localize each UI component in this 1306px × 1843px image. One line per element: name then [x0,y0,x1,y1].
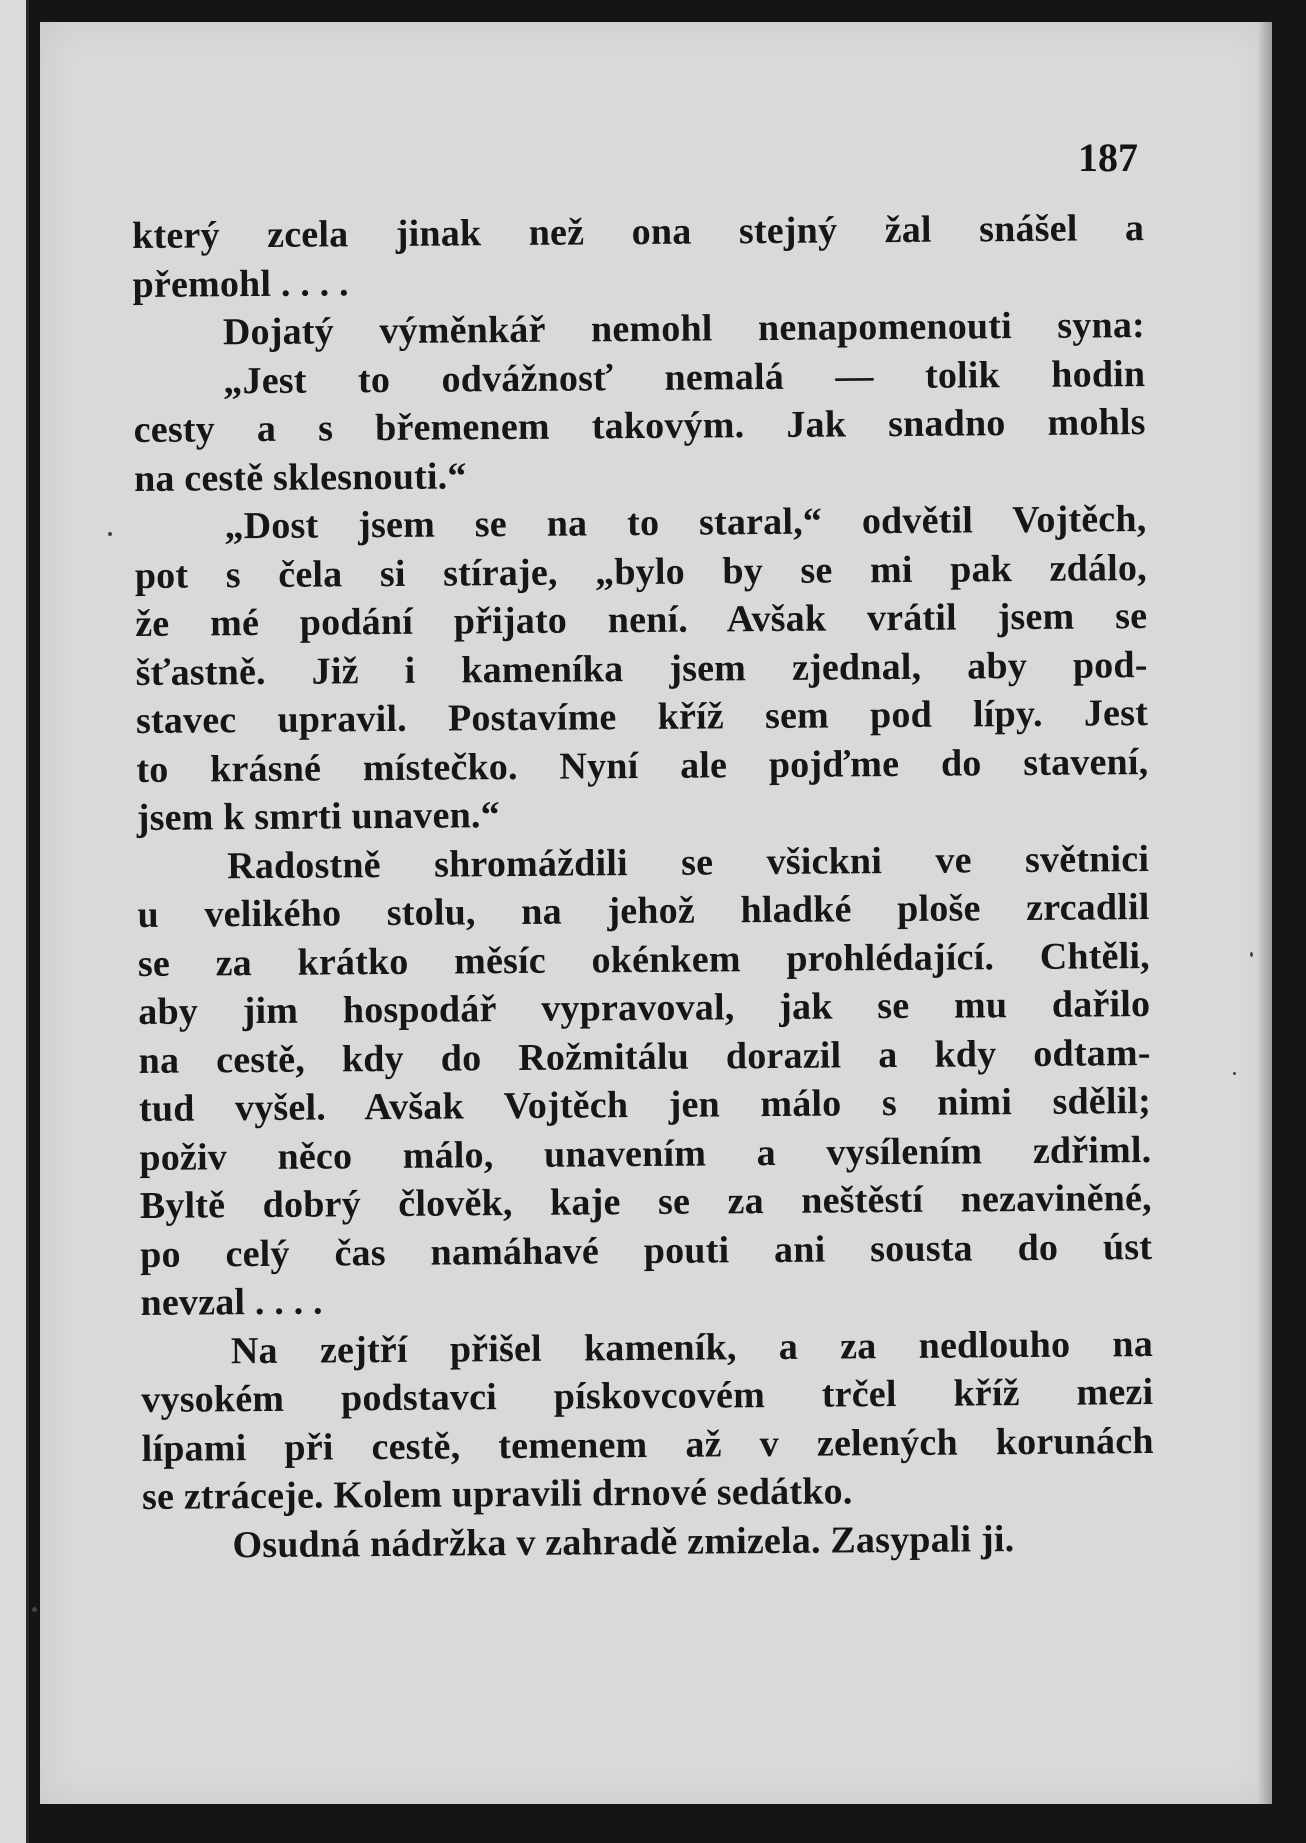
text-line: přemohl . . . . [132,261,349,306]
text-line: to krásné místečko. Nyní ale pojďme do stavení, [136,740,1149,791]
text-line: na cestě sklesnouti.“ [133,454,467,500]
text-line: Dojatý výměnkář nemohl nenapomenouti syna: [222,304,1146,354]
text-line: stavec upravil. Postavíme kříž sem pod lípy. Jest [135,692,1149,742]
print-speck [108,532,112,536]
text-line: Radostně shromáždili se všickni ve světnici [226,837,1150,887]
text-line: šťastně. Již i kameníka jsem zjednal, aby pod- [135,643,1148,694]
text-line: „Dost jsem se na to staral,“ odvětil Vojtěch, [224,498,1147,548]
page-edge-shadow [1258,22,1272,1804]
text-line: Byltě dobrý člověk, kaje se za neštěstí nezaviněné, [139,1177,1152,1227]
text-line: se ztráceje. Kolem upravili drnové sedátko. [141,1470,853,1518]
previous-page-edge [0,0,29,1843]
text-line: tud vyšel. Avšak Vojtěch jen málo s nimi sdělil; [138,1080,1152,1130]
print-speck [1250,952,1253,957]
text-line: že mé podání přijato není. Avšak vrátil jsem se [135,595,1148,645]
body-text [132,204,1155,1570]
print-speck [1233,1072,1236,1075]
text-line: aby jim hospodář vypravoval, jak se mu dařilo [138,983,1151,1033]
page-number: 187 [1078,135,1138,180]
text-line: na cestě, kdy do Rožmitálu dorazil a kdy odtam- [138,1031,1151,1082]
text-line: pot s čela si stíraje, „bylo by se mi pak zdálo, [134,546,1147,597]
text-line: cesty a s břemenem takovým. Jak snadno mohls [133,401,1146,451]
text-line: lípami při cestě, temenem až v zelených korunách [141,1419,1154,1470]
text-line: u velikého stolu, na jehož hladké ploše zrcadlil [137,886,1150,936]
text-line: který zcela jinak než ona stejný žal snášel a [132,207,1145,257]
text-line: Na zejtří přišel kameník, a za nedlouho na [230,1322,1154,1372]
book-page [40,22,1272,1804]
print-speck [32,1607,37,1612]
text-line: nevzal . . . . [140,1280,323,1324]
text-line: se za krátko měsíc okénkem prohlédající. Chtěli, [137,934,1151,985]
text-line: Osudná nádržka v zahradě zmizela. Zasypali ji. [232,1517,1015,1566]
text-line: poživ něco málo, unavením a vysílením zdřiml. [139,1128,1152,1179]
text-line: „Jest to odvážnosť nemalá — tolik hodin [223,352,1146,402]
text-line: jsem k smrti unaven.“ [136,794,501,839]
text-line: po celý čas namáhavé pouti ani sousta do úst [140,1225,1153,1276]
text-line: vysokém podstavci pískovcovém trčel kříž mezi [141,1371,1154,1421]
